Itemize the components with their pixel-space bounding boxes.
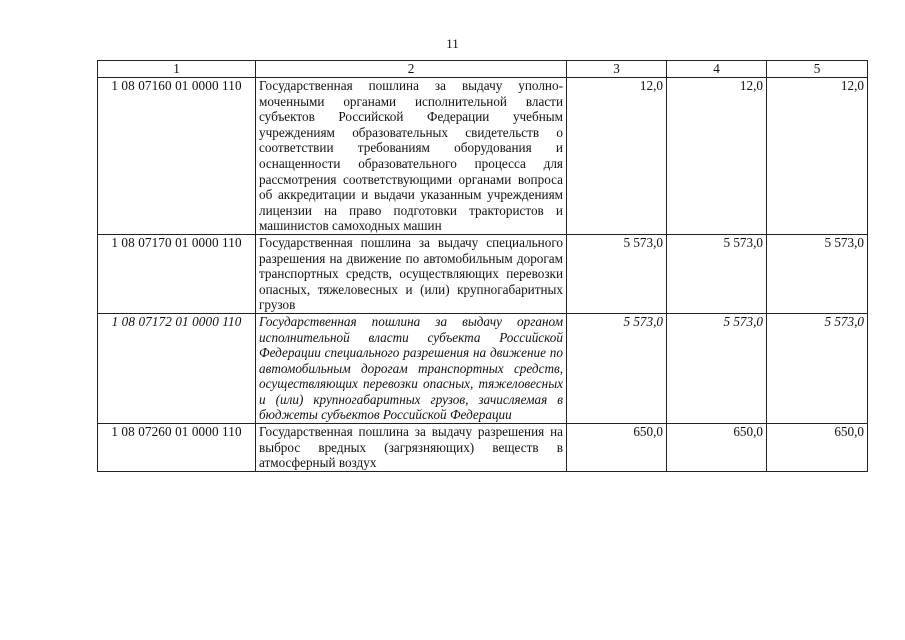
description-cell: Государственная пошлина за выдачу органом исполнительной власти субъекта Российской Федерации специального разрешения на движение по автомобильным дорогам транспортных средств, осуществляющих перевозки опасных, тяжеловесных и (или) крупногабаритных грузов, зачисляемая в бюджеты субъектов Российской Федерации xyxy=(256,313,567,423)
value-cell-col3: 5 573,0 xyxy=(567,234,667,313)
value-cell-col3: 12,0 xyxy=(567,78,667,235)
value-cell-col5: 5 573,0 xyxy=(767,313,868,423)
column-header-4: 4 xyxy=(667,61,767,78)
revenue-code-cell: 1 08 07260 01 0000 110 xyxy=(98,424,256,472)
value-cell-col5: 650,0 xyxy=(767,424,868,472)
value-cell-col3: 650,0 xyxy=(567,424,667,472)
page-number: 11 xyxy=(446,36,459,51)
value-cell-col4: 12,0 xyxy=(667,78,767,235)
table-row xyxy=(98,78,868,235)
column-header-2: 2 xyxy=(256,61,567,78)
value-cell-col5: 5 573,0 xyxy=(767,234,868,313)
description-cell: Государственная пошлина за выдачу специального разрешения на движение по автомобильным дорогам транспортных средств, осуществляющих перевозки опасных, тяжеловесных и (или) крупногабаритных грузов xyxy=(256,234,567,313)
column-header-5: 5 xyxy=(767,61,868,78)
table-row xyxy=(98,313,868,423)
budget-table xyxy=(97,60,868,472)
table-row xyxy=(98,424,868,472)
column-header-3: 3 xyxy=(567,61,667,78)
column-header-1: 1 xyxy=(98,61,256,78)
revenue-code-cell: 1 08 07172 01 0000 110 xyxy=(98,313,256,423)
value-cell-col4: 650,0 xyxy=(667,424,767,472)
value-cell-col3: 5 573,0 xyxy=(567,313,667,423)
value-cell-col4: 5 573,0 xyxy=(667,313,767,423)
table-row xyxy=(98,234,868,313)
description-cell: Государственная пошлина за выдачу уполномоченными органами исполнительной власти субъектов Российской Федерации учебным учреждениям образовательных свидетельств о соответствии требованиям оборудования и оснащенности образовательного процесса для рассмотрения соответствующими органами вопроса об аккредитации и выдачи указанным учреждениям лицензии на право подготовки трактористов и машинистов самоходных машин xyxy=(256,78,567,235)
revenue-code-cell: 1 08 07170 01 0000 110 xyxy=(98,234,256,313)
revenue-code-cell: 1 08 07160 01 0000 110 xyxy=(98,78,256,235)
table-header-row xyxy=(98,61,868,78)
value-cell-col4: 5 573,0 xyxy=(667,234,767,313)
description-cell: Государственная пошлина за выдачу разрешения на выброс вредных (загрязняющих) веществ в атмосферный воздух xyxy=(256,424,567,472)
value-cell-col5: 12,0 xyxy=(767,78,868,235)
